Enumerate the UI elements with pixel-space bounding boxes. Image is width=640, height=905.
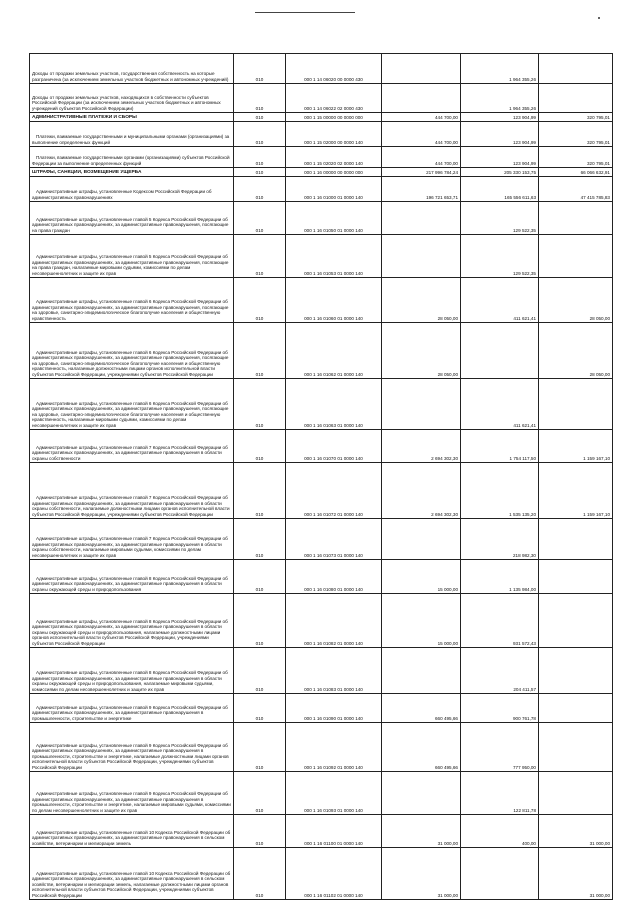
row-approved: 2 694 302,30 — [382, 463, 461, 519]
row-executed: 218 982,30 — [461, 519, 539, 560]
row-code: 010 — [234, 694, 286, 723]
row-executed: 931 572,43 — [461, 594, 539, 648]
row-approved — [382, 54, 461, 84]
row-kbk: 000 1 16 01080 01 0000 140 — [286, 560, 382, 594]
row-kbk: 000 1 15 00000 00 0000 000 — [286, 113, 382, 122]
row-code: 010 — [234, 177, 286, 202]
row-code: 010 — [234, 815, 286, 848]
table-row — [30, 594, 613, 648]
row-name: Административные штрафы, установленные главой 10 Кодекса Российской Федерации об административных правонарушениях, за административные правонарушения в сельском хозяйстве, ветеринарии и мелиорации земель, налагаемые должностными лицами органов исполнительной власти субъектов Российской Федерации, учреждениями субъектов Российской Федерации — [30, 848, 234, 900]
row-approved: 217 996 784,24 — [382, 168, 461, 177]
row-approved: 31 000,00 — [382, 815, 461, 848]
row-approved: 15 000,00 — [382, 594, 461, 648]
row-approved — [382, 772, 461, 815]
row-name: Платежи, взимаемые государственными и муниципальными органами (организациями) за выполнение определенных функций — [30, 122, 234, 147]
row-previous — [539, 594, 613, 648]
row-code: 010 — [234, 323, 286, 379]
row-code: 010 — [234, 430, 286, 463]
row-executed: 900 761,78 — [461, 694, 539, 723]
row-code: 010 — [234, 147, 286, 168]
row-previous — [539, 379, 613, 430]
top-rule — [255, 12, 355, 13]
row-code: 010 — [234, 54, 286, 84]
row-executed: 204 411,57 — [461, 648, 539, 694]
row-name: Доходы от продажи земельных участков, государственная собственность на которые разграничена (за исключением земельных участков бюджетных и автономных учреждений) — [30, 54, 234, 84]
table-row — [30, 235, 613, 278]
table-row — [30, 648, 613, 694]
table-row — [30, 723, 613, 772]
row-code: 010 — [234, 463, 286, 519]
row-kbk: 000 1 16 01082 01 0000 140 — [286, 594, 382, 648]
row-approved — [382, 519, 461, 560]
row-approved: 444 700,00 — [382, 122, 461, 147]
table-row — [30, 519, 613, 560]
row-executed: 1 535 135,20 — [461, 463, 539, 519]
row-executed: 123 904,99 — [461, 122, 539, 147]
row-name: Административные штрафы, установленные главой 10 Кодекса Российской Федерации об административных правонарушениях, за административные правонарушения в сельском хозяйстве, ветеринарии и мелиорации земель — [30, 815, 234, 848]
row-name: Административные штрафы, установленные главой 7 Кодекса Российской Федерации об административных правонарушениях, за административные правонарушения в области охраны собственности, налагаемые мировыми судьями, комиссиями по делам несовершеннолетних и защите их прав — [30, 519, 234, 560]
row-code: 010 — [234, 772, 286, 815]
table-row — [30, 122, 613, 147]
row-approved: 15 000,00 — [382, 560, 461, 594]
row-executed — [461, 848, 539, 900]
row-previous — [539, 560, 613, 594]
row-executed: 1 135 984,00 — [461, 560, 539, 594]
row-approved — [382, 235, 461, 278]
row-executed: 129 522,35 — [461, 202, 539, 235]
row-name: Административные штрафы, установленные главой 5 Кодекса Российской Федерации об административных правонарушениях, за административные правонарушения, посягающие на права граждан, налагаемые мировыми судьями, комиссиями по делам несовершеннолетних и защите их прав — [30, 235, 234, 278]
row-executed: 129 522,35 — [461, 235, 539, 278]
row-kbk: 000 1 16 01090 01 0000 140 — [286, 694, 382, 723]
row-executed: 1 754 117,50 — [461, 430, 539, 463]
revenue-table — [29, 53, 613, 900]
row-previous — [539, 648, 613, 694]
table-row — [30, 772, 613, 815]
table-row — [30, 463, 613, 519]
row-approved — [382, 648, 461, 694]
row-previous: 66 066 632,91 — [539, 168, 613, 177]
row-name: Административные штрафы, установленные главой 8 Кодекса Российской Федерации об административных правонарушениях, за административные правонарушения в области охраны окружающей среды и природопользования, налагаемые должностными лицами органов исполнительной власти субъектов Российской Федерации, учреждениями субъектов Российской Федерации — [30, 594, 234, 648]
row-kbk: 000 1 16 00000 00 0000 000 — [286, 168, 382, 177]
row-executed — [461, 323, 539, 379]
table-row — [30, 168, 613, 177]
row-approved: 2 694 302,30 — [382, 430, 461, 463]
row-name: Административные штрафы, установленные главой 9 Кодекса Российской Федерации об административных правонарушениях, за административные правонарушения в промышленности, строительстве и энергетике — [30, 694, 234, 723]
row-approved: 660 495,66 — [382, 694, 461, 723]
row-executed: 411 621,41 — [461, 278, 539, 323]
row-code: 010 — [234, 168, 286, 177]
row-executed: 1 964 355,26 — [461, 84, 539, 113]
row-executed: 777 950,00 — [461, 723, 539, 772]
row-code: 010 — [234, 278, 286, 323]
row-previous: 320 795,01 — [539, 147, 613, 168]
table-row — [30, 278, 613, 323]
row-kbk: 000 1 16 01083 01 0000 140 — [286, 648, 382, 694]
row-code: 010 — [234, 594, 286, 648]
row-name: Доходы от продажи земельных участков, находящихся в собственности субъектов Российской Федерации (за исключением земельных участков бюджетных и автономных учреждений субъектов Российской Федерации) — [30, 84, 234, 113]
row-executed: 165 556 611,63 — [461, 177, 539, 202]
table-row — [30, 694, 613, 723]
row-executed: 411 621,41 — [461, 379, 539, 430]
row-code: 010 — [234, 560, 286, 594]
row-previous — [539, 235, 613, 278]
row-kbk: 000 1 16 01072 01 0000 140 — [286, 463, 382, 519]
row-previous: 31 000,00 — [539, 815, 613, 848]
scan-mark — [598, 17, 600, 19]
row-approved: 444 700,00 — [382, 113, 461, 122]
row-previous: 28 050,00 — [539, 278, 613, 323]
row-executed: 400,00 — [461, 815, 539, 848]
row-previous: 1 159 167,10 — [539, 463, 613, 519]
row-approved: 28 050,00 — [382, 278, 461, 323]
row-approved — [382, 84, 461, 113]
row-previous: 47 415 785,83 — [539, 177, 613, 202]
row-approved: 196 721 653,71 — [382, 177, 461, 202]
table-row — [30, 560, 613, 594]
row-code: 010 — [234, 84, 286, 113]
row-name: Административные штрафы, установленные главой 6 Кодекса Российской Федерации об административных правонарушениях, за административные правонарушения, посягающие на здоровье, санитарно-эпидемиологическое благополучие населения и общественную нравственность, налагаемые должностными лицами органов исполнительной власти субъектов Российской Федерации, учреждениями субъектов Российской Федерации — [30, 323, 234, 379]
row-kbk: 000 1 16 01093 01 0000 140 — [286, 772, 382, 815]
row-previous: 28 050,00 — [539, 323, 613, 379]
row-name: АДМИНИСТРАТИВНЫЕ ПЛАТЕЖИ И СБОРЫ — [30, 113, 234, 122]
row-approved: 31 000,00 — [382, 848, 461, 900]
row-previous — [539, 202, 613, 235]
row-previous — [539, 723, 613, 772]
row-previous: 320 795,01 — [539, 113, 613, 122]
table-row — [30, 177, 613, 202]
row-code: 010 — [234, 648, 286, 694]
row-kbk: 000 1 16 01063 01 0000 140 — [286, 379, 382, 430]
row-kbk: 000 1 15 02020 02 0000 140 — [286, 147, 382, 168]
row-executed: 205 330 153,75 — [461, 168, 539, 177]
row-code: 010 — [234, 113, 286, 122]
row-code: 010 — [234, 519, 286, 560]
row-name: Административные штрафы, установленные Кодексом Российской Федерации об административных правонарушениях — [30, 177, 234, 202]
table-row — [30, 54, 613, 84]
row-approved — [382, 202, 461, 235]
row-kbk: 000 1 16 01102 01 0000 140 — [286, 848, 382, 900]
row-kbk: 000 1 16 01050 01 0000 140 — [286, 202, 382, 235]
row-previous — [539, 84, 613, 113]
table-row — [30, 202, 613, 235]
row-previous — [539, 54, 613, 84]
row-kbk: 000 1 16 01053 01 0000 140 — [286, 235, 382, 278]
table-row — [30, 84, 613, 113]
row-code: 010 — [234, 235, 286, 278]
row-kbk: 000 1 16 01092 01 0000 140 — [286, 723, 382, 772]
table-row — [30, 430, 613, 463]
row-kbk: 000 1 16 01062 01 0000 140 — [286, 323, 382, 379]
table-row — [30, 379, 613, 430]
row-code: 010 — [234, 848, 286, 900]
row-name: Административные штрафы, установленные главой 8 Кодекса Российской Федерации об административных правонарушениях, за административные правонарушения в области охраны окружающей среды и природопользования — [30, 560, 234, 594]
row-code: 010 — [234, 122, 286, 147]
row-kbk: 000 1 16 01073 01 0000 140 — [286, 519, 382, 560]
revenue-table-body — [30, 54, 613, 900]
row-code: 010 — [234, 723, 286, 772]
row-kbk: 000 1 14 06022 02 0000 430 — [286, 84, 382, 113]
table-row — [30, 323, 613, 379]
row-code: 010 — [234, 379, 286, 430]
row-name: Платежи, взимаемые государственными органами (организациями) субъектов Российской Федерации за выполнение определенных функций — [30, 147, 234, 168]
table-row — [30, 113, 613, 122]
row-kbk: 000 1 16 01070 01 0000 140 — [286, 430, 382, 463]
row-approved: 28 050,00 — [382, 323, 461, 379]
row-kbk: 000 1 16 01100 01 0000 140 — [286, 815, 382, 848]
row-code: 010 — [234, 202, 286, 235]
row-name: Административные штрафы, установленные главой 6 Кодекса Российской Федерации об административных правонарушениях, за административные правонарушения, посягающие на здоровье, санитарно-эпидемиологическое благополучие населения и общественную нравственность, налагаемые мировыми судьями, комиссиями по делам несовершеннолетних и защите их прав — [30, 379, 234, 430]
row-executed: 1 964 355,26 — [461, 54, 539, 84]
row-previous: 31 000,00 — [539, 848, 613, 900]
row-name: Административные штрафы, установленные главой 9 Кодекса Российской Федерации об административных правонарушениях, за административные правонарушения в промышленности, строительстве и энергетике, налагаемые должностными лицами органов исполнительной власти субъектов Российской Федерации, учреждениями субъектов Российской Федерации — [30, 723, 234, 772]
row-kbk: 000 1 14 06020 00 0000 430 — [286, 54, 382, 84]
row-executed: 123 904,99 — [461, 147, 539, 168]
row-kbk: 000 1 15 02000 00 0000 140 — [286, 122, 382, 147]
row-approved: 444 700,00 — [382, 147, 461, 168]
table-row — [30, 815, 613, 848]
row-name: Административные штрафы, установленные главой 7 Кодекса Российской Федерации об административных правонарушениях, за административные правонарушения в области охраны собственности — [30, 430, 234, 463]
row-previous — [539, 772, 613, 815]
row-name: Административные штрафы, установленные главой 9 Кодекса Российской Федерации об административных правонарушениях, за административные правонарушения в промышленности, строительстве и энергетике, налагаемые мировыми судьями, комиссиями по делам несовершеннолетних и защите их прав — [30, 772, 234, 815]
table-row — [30, 147, 613, 168]
row-name: Административные штрафы, установленные главой 5 Кодекса Российской Федерации об административных правонарушениях, за административные правонарушения, посягающие на права граждан — [30, 202, 234, 235]
row-kbk: 000 1 16 01060 01 0000 140 — [286, 278, 382, 323]
row-executed: 122 811,78 — [461, 772, 539, 815]
row-kbk: 000 1 16 01000 01 0000 140 — [286, 177, 382, 202]
row-executed: 123 904,99 — [461, 113, 539, 122]
table-row — [30, 848, 613, 900]
row-previous — [539, 519, 613, 560]
row-approved — [382, 379, 461, 430]
row-previous — [539, 694, 613, 723]
row-name: Административные штрафы, установленные главой 7 Кодекса Российской Федерации об административных правонарушениях, за административные правонарушения в области охраны собственности, налагаемые должностными лицами органов исполнительной власти субъектов Российской Федерации, учреждениями субъектов Российской Федерации — [30, 463, 234, 519]
row-previous: 1 159 167,10 — [539, 430, 613, 463]
row-name: Административные штрафы, установленные главой 6 Кодекса Российской Федерации об административных правонарушениях, за административные правонарушения, посягающие на здоровье, санитарно-эпидемиологическое благополучие населения и общественную нравственность — [30, 278, 234, 323]
row-previous: 320 795,01 — [539, 122, 613, 147]
row-name: ШТРАФЫ, САНКЦИИ, ВОЗМЕЩЕНИЕ УЩЕРБА — [30, 168, 234, 177]
row-approved: 660 495,66 — [382, 723, 461, 772]
row-name: Административные штрафы, установленные главой 8 Кодекса Российской Федерации об административных правонарушениях, за административные правонарушения в области охраны окружающей среды и природопользования, налагаемые мировыми судьями, комиссиями по делам несовершеннолетних и защите их прав — [30, 648, 234, 694]
